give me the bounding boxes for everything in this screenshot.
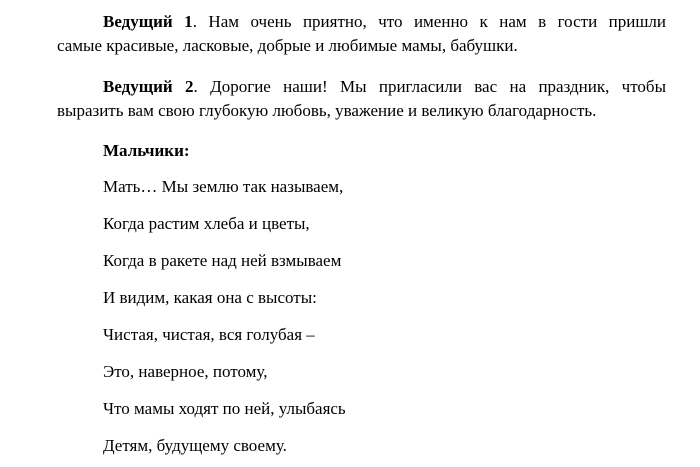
host-1-text-continued: самые красивые, ласковые, добрые и любимые мамы, бабушки.	[57, 36, 518, 55]
host-2-paragraph	[57, 75, 666, 123]
host-1-text: . Нам очень приятно, что именно к нам в гости пришли	[192, 12, 667, 31]
host-2-text-continued: выразить вам свою глубокую любовь, уважение и великую благодарность.	[57, 101, 597, 120]
host-1-paragraph	[57, 10, 666, 58]
poem-line: Чистая, чистая, вся голубая –	[103, 325, 315, 344]
poem-line: Детям, будущему своему.	[103, 436, 287, 455]
poem-line: И видим, какая она с высоты:	[103, 288, 317, 307]
poem-line: Когда в ракете над ней взмываем	[103, 251, 342, 270]
poem-line: Мать… Мы землю так называем,	[103, 177, 344, 196]
host-2-text: . Дорогие наши! Мы пригласили вас на праздник, чтобы	[193, 77, 667, 96]
poem-line: Это, наверное, потому,	[103, 362, 268, 381]
poem-line: Когда растим хлеба и цветы,	[103, 214, 310, 233]
host-1-first-line	[57, 10, 666, 34]
host-2-first-line	[57, 75, 666, 99]
poem-heading: Мальчики:	[103, 141, 190, 160]
speaker-label: Ведущий 1	[103, 12, 193, 31]
speaker-label: Ведущий 2	[103, 77, 194, 96]
poem-line: Что мамы ходят по ней, улыбаясь	[103, 399, 346, 418]
